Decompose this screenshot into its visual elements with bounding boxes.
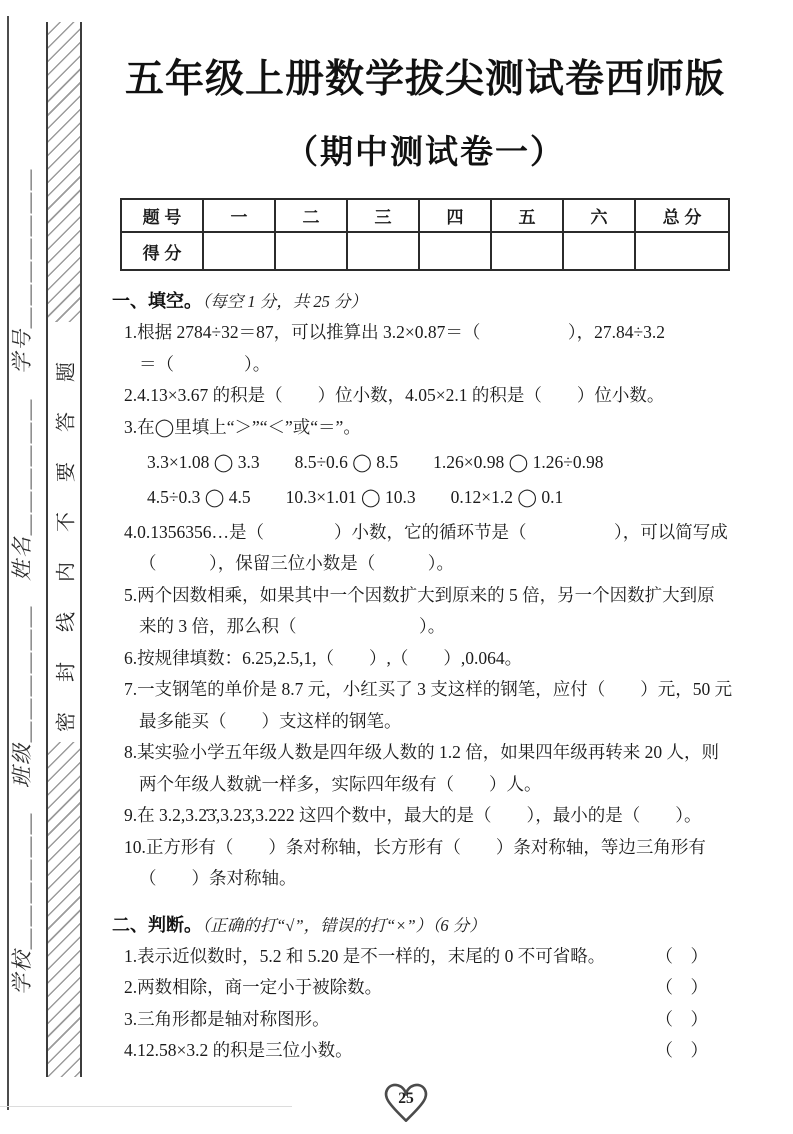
score-table-score-row [121, 232, 729, 270]
line-text: ＝（ ）。 [139, 353, 271, 374]
line-text: 6.按规律填数：6.25,2.5,1,（ ）,（ ）,0.064。 [124, 647, 523, 668]
fill-in-question-line [112, 412, 738, 444]
section-fill-in-header [112, 286, 738, 317]
score-row-label: 得 分 [121, 232, 203, 270]
score-input-cell[interactable] [275, 232, 347, 270]
fill-in-question-line [112, 769, 738, 801]
fill-in-question-line [112, 447, 738, 479]
fill-in-question-line [112, 380, 738, 412]
line-text: 5.两个因数相乘，如果其中一个因数扩大到原来的 5 倍，另一个因数扩大到原 [124, 584, 715, 605]
answer-parentheses[interactable]: （ ） [655, 977, 708, 997]
line-text: 两个年级人数就一样多，实际四年级有（ ）人。 [139, 773, 542, 794]
line-text: 8.某实验小学五年级人数是四年级人数的 1.2 倍，如果四年级再转来 20 人，则 [124, 742, 719, 762]
fill-in-question-line [112, 863, 738, 895]
fill-in-questions [112, 317, 738, 895]
score-input-cell[interactable] [347, 232, 419, 270]
score-input-cell[interactable] [563, 232, 635, 270]
page-number: 25 [398, 1089, 414, 1107]
fill-in-question-line [112, 482, 738, 514]
score-table-header-cell: 一 [203, 199, 275, 232]
score-table-header-cell: 五 [491, 199, 563, 232]
line-text: 4.5÷0.3 ◯ 4.5 10.3×1.01 ◯ 10.3 0.12×1.2 ◯ 0.1 [147, 486, 564, 507]
seal-notice-text: 密封线内不要答题 [55, 332, 78, 732]
fill-in-question-line [112, 548, 738, 580]
hatch-pattern-top [48, 22, 80, 322]
score-input-cell[interactable] [419, 232, 491, 270]
line-text: 1.根据 2784÷32＝87，可以推算出 3.2×0.87＝（ ），27.84÷3.2 [124, 322, 665, 342]
line-text: 3.在◯里填上“＞”“＜”或“＝”。 [124, 416, 361, 437]
section-title: 二、判断。 [112, 914, 202, 935]
fill-in-question-line [112, 706, 738, 738]
score-input-cell[interactable] [203, 232, 275, 270]
judgment-questions [112, 941, 738, 1067]
seal-strip [46, 22, 82, 1077]
line-text: 4.0.1356356…是（ ）小数，它的循环节是（ ），可以简写成 [124, 521, 728, 542]
heart-icon [380, 1079, 432, 1129]
paper-content [112, 40, 738, 1134]
judgment-question-line [112, 1035, 738, 1067]
section-note: （正确的打“√”，错误的打“×”）（6 分） [202, 915, 486, 935]
score-table-header-cell: 题 号 [121, 199, 203, 232]
fill-in-question-line [112, 800, 738, 832]
judgment-question-line [112, 941, 738, 973]
line-text: 1.表示近似数时，5.2 和 5.20 是不一样的，末尾的 0 不可省略。 [124, 945, 606, 966]
judgment-question-line [112, 1004, 738, 1036]
student-info-fields[interactable]: 学校＿＿＿＿＿＿ 班级＿＿＿＿＿＿ 姓名＿＿＿＿＿＿ 学号＿＿＿＿＿＿＿ [10, 167, 34, 995]
line-text: 7.一支钢笔的单价是 8.7 元，小红买了 3 支这样的钢笔，应付（ ）元，50 元 [124, 679, 733, 699]
answer-parentheses[interactable]: （ ） [655, 945, 708, 966]
line-text: 最多能买（ ）支这样的钢笔。 [139, 710, 402, 731]
section-judgment-header [112, 910, 738, 941]
score-input-cell[interactable] [491, 232, 563, 270]
line-text: 3.3×1.08 ◯ 3.3 8.5÷0.6 ◯ 8.5 1.26×0.98 ◯ 1.26÷0.98 [147, 451, 604, 472]
line-text: （ ），保留三位小数是（ ）。 [139, 553, 454, 573]
paper-title: 五年级上册数学拔尖测试卷西师版 [124, 58, 725, 101]
fill-in-question-line [112, 643, 738, 675]
fill-in-question-line [112, 832, 738, 864]
fill-in-question-line [112, 580, 738, 612]
fill-in-question-line [112, 317, 738, 349]
answer-parentheses[interactable]: （ ） [655, 1040, 708, 1060]
line-text: 2.4.13×3.67 的积是（ ）位小数，4.05×2.1 的积是（ ）位小数。 [124, 385, 665, 405]
hatch-pattern-bottom [48, 742, 80, 1077]
line-text: 来的 3 倍，那么积（ ）。 [139, 616, 446, 636]
score-table-header-cell: 二 [275, 199, 347, 232]
answer-parentheses[interactable]: （ ） [655, 1008, 708, 1029]
fill-in-question-line [112, 517, 738, 549]
paper-subtitle: （期中测试卷一） [285, 133, 565, 170]
score-table-header-row [121, 199, 729, 232]
line-text: 9.在 3.2,3.2̇3̇,3.23̇,3.222 这四个数中，最大的是（ ），最小的是（ ）。 [124, 805, 702, 825]
score-table-header-cell: 四 [419, 199, 491, 232]
line-text: （ ）条对称轴。 [139, 868, 297, 888]
score-input-cell[interactable] [635, 232, 729, 270]
section-note: （每空 1 分，共 25 分） [202, 292, 367, 311]
page-number-badge [74, 1079, 738, 1134]
line-text: 10.正方形有（ ）条对称轴，长方形有（ ）条对称轴，等边三角形有 [124, 836, 706, 857]
line-text: 4.12.58×3.2 的积是三位小数。 [124, 1040, 353, 1060]
judgment-question-line [112, 972, 738, 1004]
seal-notice [48, 322, 80, 742]
fill-in-question-line [112, 349, 738, 381]
fill-in-question-line [112, 737, 738, 769]
score-table-header-cell: 六 [563, 199, 635, 232]
score-table [120, 198, 730, 271]
line-text: 3.三角形都是轴对称图形。 [124, 1008, 330, 1029]
score-table-header-cell: 总 分 [635, 199, 729, 232]
section-title: 一、填空。 [112, 291, 202, 311]
score-table-header-cell: 三 [347, 199, 419, 232]
line-text: 2.两数相除，商一定小于被除数。 [124, 977, 383, 997]
fill-in-question-line [112, 674, 738, 706]
fill-in-question-line [112, 611, 738, 643]
